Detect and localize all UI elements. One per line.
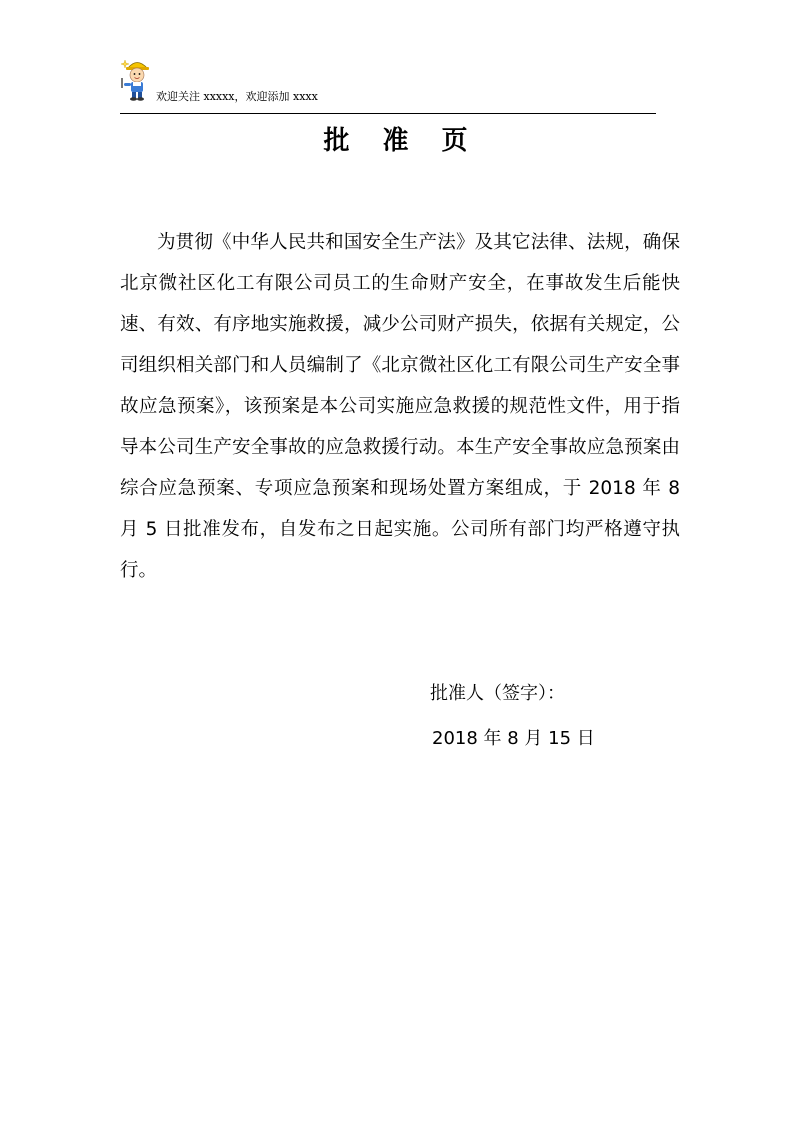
header-text: 欢迎关注 xxxxx，欢迎添加 xxxx (156, 90, 318, 103)
worker-mascot-icon (120, 56, 154, 102)
signature-date: 2018 年 8 月 15 日 (432, 728, 595, 749)
header-divider (120, 113, 656, 114)
page-header (120, 56, 656, 116)
signature-label: 批准人（签字）： (430, 683, 565, 704)
page-title: 批 准 页 (323, 126, 480, 156)
body-paragraph: 为贯彻《中华人民共和国安全生产法》及其它法律、法规，确保北京微社区化工有限公司员工的生命财产安全，在事故发生后能快速、有效、有序地实施救援，减少公司财产损失，依据有关规定，公司组织相关部门和人员编制了《北京微社区化工有限公司生产安全事故应急预案》，该预案是本公司实施应急救援的规范性文件，用于指导本公司生产安全事故的应急救援行动。本生产安全事故应急预案由综合应急预案、专项应急预案和现场处置方案组成，于 2018 年 8 月 5 日批准发布，自发布之日起实施。公司所有部门均严格遵守执行。 (120, 232, 680, 581)
